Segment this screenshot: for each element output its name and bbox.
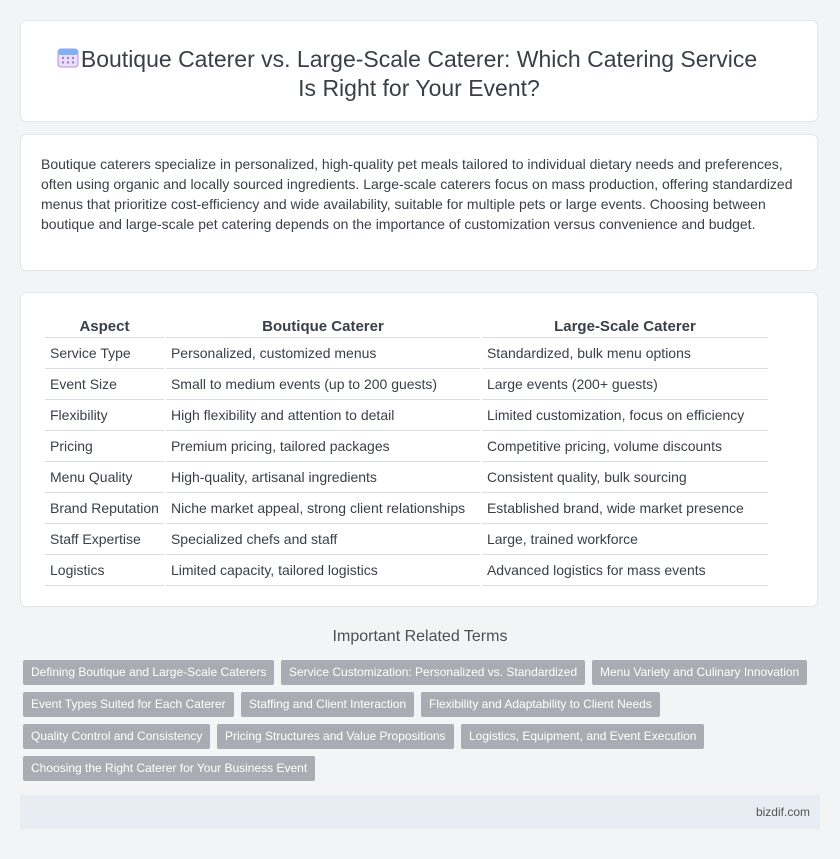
table-cell: Competitive pricing, volume discounts — [482, 431, 768, 462]
page-title — [21, 45, 817, 103]
table-cell: Large events (200+ guests) — [482, 369, 768, 400]
column-header: Large-Scale Caterer — [482, 315, 768, 338]
table-cell: Large, trained workforce — [482, 524, 768, 555]
title-card — [20, 20, 818, 122]
table-cell: High flexibility and attention to detail — [166, 400, 480, 431]
related-term-tag[interactable]: Staffing and Client Interaction — [241, 692, 414, 717]
page-title-line-2: Is Right for Your Event? — [298, 75, 540, 101]
table-row — [45, 555, 768, 586]
table-cell: Advanced logistics for mass events — [482, 555, 768, 586]
table-row — [45, 524, 768, 555]
table-cell: Premium pricing, tailored packages — [166, 431, 480, 462]
table-row — [45, 493, 768, 524]
intro-paragraph: Boutique caterers specialize in personalized, high-quality pet meals tailored to individual dietary needs and preferences, often using organic and locally sourced ingredients. Large-scale caterers focus on mass production, offering standardized menus that prioritize cost-efficiency and wide availability, suitable for multiple pets or large events. Choosing between boutique and large-scale pet catering depends on the importance of customization versus convenience and budget. — [41, 156, 793, 232]
table-cell: Established brand, wide market presence — [482, 493, 768, 524]
table-cell: Standardized, bulk menu options — [482, 338, 768, 369]
table-row — [45, 369, 768, 400]
page-title-line-1: Boutique Caterer vs. Large-Scale Caterer: Which Catering Service — [80, 46, 758, 72]
table-cell: Niche market appeal, strong client relationships — [166, 493, 480, 524]
table-cell: Small to medium events (up to 200 guests) — [166, 369, 480, 400]
table-cell: Event Size — [45, 369, 164, 400]
table-header-row — [45, 315, 768, 338]
related-term-tag[interactable]: Choosing the Right Caterer for Your Business Event — [23, 756, 315, 781]
table-cell: Brand Reputation — [45, 493, 164, 524]
footer — [20, 795, 820, 829]
table-cell: Specialized chefs and staff — [166, 524, 480, 555]
table-row — [45, 462, 768, 493]
comparison-table — [43, 315, 770, 586]
table-row — [45, 338, 768, 369]
related-terms-title: Important Related Terms — [332, 628, 508, 645]
table-cell: Staff Expertise — [45, 524, 164, 555]
table-cell: Personalized, customized menus — [166, 338, 480, 369]
column-header: Aspect — [45, 315, 164, 338]
table-cell: Limited capacity, tailored logistics — [166, 555, 480, 586]
related-term-tag[interactable]: Defining Boutique and Large-Scale Caterers — [23, 660, 274, 685]
related-term-tag[interactable]: Quality Control and Consistency — [23, 724, 210, 749]
related-term-tag[interactable]: Logistics, Equipment, and Event Execution — [461, 724, 704, 749]
footer-site[interactable]: bizdif.com — [755, 805, 810, 819]
related-term-tag[interactable]: Menu Variety and Culinary Innovation — [592, 660, 807, 685]
table-cell: Pricing — [45, 431, 164, 462]
related-term-tag[interactable]: Flexibility and Adaptability to Client Needs — [421, 692, 660, 717]
related-term-tag[interactable]: Pricing Structures and Value Propositions — [217, 724, 454, 749]
table-cell: High-quality, artisanal ingredients — [166, 462, 480, 493]
table-row — [45, 431, 768, 462]
related-term-tag[interactable]: Service Customization: Personalized vs. Standardized — [281, 660, 585, 685]
table-cell: Menu Quality — [45, 462, 164, 493]
table-cell: Logistics — [45, 555, 164, 586]
column-header: Boutique Caterer — [166, 315, 480, 338]
table-cell: Limited customization, focus on efficiency — [482, 400, 768, 431]
comparison-card — [20, 292, 818, 607]
intro-card — [20, 134, 818, 271]
table-row — [45, 400, 768, 431]
table-cell: Service Type — [45, 338, 164, 369]
related-term-tag[interactable]: Event Types Suited for Each Caterer — [23, 692, 234, 717]
table-cell: Consistent quality, bulk sourcing — [482, 462, 768, 493]
table-cell: Flexibility — [45, 400, 164, 431]
